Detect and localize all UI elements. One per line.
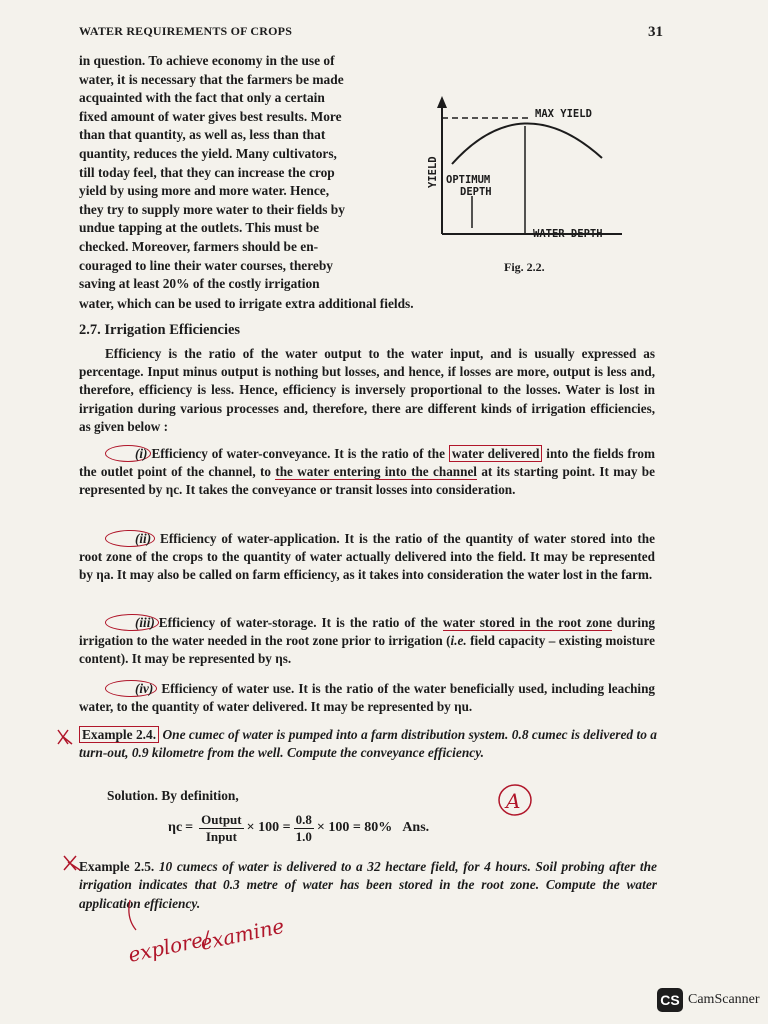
page-header [79,24,663,46]
eta-symbol: ηu [454,699,469,715]
example-2-4 [79,726,657,763]
item-text: field capacity – existing moisture content). It may be represented by [79,633,655,667]
eta-symbol: ηa [96,567,111,583]
item-text: into the fields from the outlet point of the channel, to [79,446,655,480]
yield-curve-diagram [412,96,660,256]
intro-line: than that quantity, as well as, less than that [79,127,326,143]
item-text: . [468,699,473,715]
output-input-fraction [199,812,243,845]
item-text: . It may also be called [110,567,236,583]
watermark-text: CamScanner [688,992,760,1007]
example-text: 10 cumecs of water is delivered to a 32 hectare field, for 4 hours. Soil probing after the irrigation indicates that 0.3 metre of water has been stored in the root zone. Compute the water application efficiency. [79,859,657,911]
intro-last-line: water, which can be used to irrigate extra additional fields. [79,296,414,311]
efficiency-item-use [79,680,655,716]
intro-line: quantity, reduces the yield. Many cultivators, [79,145,337,161]
intro-line: saving at least 20% of the costly irrigation [79,276,320,292]
item-text: at its starting point. It may be represented by [79,464,655,498]
item-text: . It takes the conveyance or transit losses into consideration. [179,482,516,498]
handwritten-word: explore/ [126,926,212,967]
example-2-5 [79,858,657,913]
efficiency-item-application [79,530,655,585]
intro-line: checked. Moreover, farmers should be en- [79,238,319,254]
asterisk-mark [64,856,80,870]
intro-line: in question. To achieve economy in the use of [79,53,335,68]
ie-abbrev: i.e. [450,633,467,649]
optimum-label: OPTIMUM [446,174,491,186]
y-axis-label: YIELD [427,156,439,188]
formula-eq: = [185,820,194,835]
yield-curve [452,123,602,164]
item-text: It is the ratio of the [316,615,443,630]
figure-caption: Fig. 2.2. [504,260,545,274]
circled-annotation [499,785,531,815]
fraction-numerator: Output [201,811,242,827]
efficiency-formula [168,806,429,850]
boxed-phrase: water delivered [449,445,543,462]
efficiency-item-conveyance [79,445,655,500]
example-text: One cumec of water is pumped into a farm distribution system. 0.8 cumec is delivered to a turn-out, 0.9 kilometre from the well. Compute the conveyance efficiency. [79,727,657,761]
intro-line: they try to supply more water to their fields by [79,201,345,217]
intro-line: yield by using more and more water. Hence, [79,183,330,199]
depth-label: DEPTH [460,186,492,198]
solution-text: By definition, [157,788,239,803]
formula-eta: ηc [168,820,183,835]
intro-column [79,52,397,294]
answer-label: Ans. [402,820,430,835]
section-title: 2.7. Irrigation Efficiencies [79,322,241,338]
eta-symbol: ηs [275,651,288,667]
intro-line: fixed amount of water gives best results. More [79,108,342,124]
intro-line: couraged to line their water courses, thereby [79,257,334,273]
x-axis-label: WATER DEPTH [533,228,603,240]
intro-line: acquainted with the fact that only a certain [79,90,325,106]
solution-label: Solution. [107,788,158,803]
item-title: Efficiency of water-conveyance. [151,446,331,461]
running-head: WATER REQUIREMENTS OF CROPS [79,24,293,38]
efficiency-item-storage [79,614,655,669]
intro-line: water, it is necessary that the farmers be made [79,71,344,87]
item-number: (ii) [105,530,155,547]
section-intro: Efficiency is the ratio of the water output to the water input, and is usually expressed as percentage. Input minus output is nothing but losses, and hence, if losses are more, output is less and, therefore, efficiency is less. Hence, efficiency is inversely proportional to the losses. Water is lost in irrigation during various processes and, therefore, there are different kinds of irrigation efficiencies, as given below : [79,346,655,434]
item-text: It is the ratio of the quantity of water stored into the root zone of the crops to the quantity of water actually delivered into the field. It may be represented by [79,531,655,583]
fraction-denominator: 1.0 [295,828,312,844]
fraction-denominator: Input [205,828,237,844]
item-title: Efficiency of water use. [161,681,295,696]
underlined-phrase: the water entering into the channel [275,464,477,480]
y-axis-arrow [437,96,447,108]
item-text: , as it takes into consideration the water lost in the farm. [336,567,653,583]
item-title: Efficiency of water-application. [160,531,340,546]
camscanner-watermark [657,988,760,1012]
item-text: during irrigation to the water needed in the root zone prior to irrigation ( [79,615,655,649]
formula-result: × 100 = 80% [316,820,393,835]
intro-line: till today feel, that they can increase the crop [79,164,335,180]
item-number: (i) [105,445,151,462]
item-text: It is the ratio of the water beneficially used, including leaching water, to the quantity of water delivered. It may be represented by [79,681,656,715]
intro-line: undue tapping at the outlets. This must be [79,220,320,236]
item-text: It is the ratio of the [330,446,449,461]
formula-times: × 100 = [246,820,291,835]
max-yield-label: MAX YIELD [535,108,592,120]
asterisk-mark [58,730,72,744]
example-label: Example 2.4. [79,726,159,743]
yield-depth-figure [412,96,660,286]
item-number: (iv) [105,680,157,697]
item-number: (iii) [105,614,159,631]
solution-line [107,788,239,804]
example-label: Example 2.5. [79,859,155,874]
eta-symbol: ηc [165,482,180,498]
item-text: . [287,651,292,667]
fraction-numerator: 0.8 [295,811,312,827]
underlined-phrase: water stored in the root zone [442,615,612,630]
bold-term: on farm efficiency [235,567,337,583]
circled-letter: A [506,789,521,813]
page-number: 31 [648,24,663,40]
handwritten-word: examine [198,913,287,955]
cs-logo-icon: CS [657,988,683,1012]
value-fraction [294,812,314,845]
item-title: Efficiency of water-storage. [158,615,317,630]
